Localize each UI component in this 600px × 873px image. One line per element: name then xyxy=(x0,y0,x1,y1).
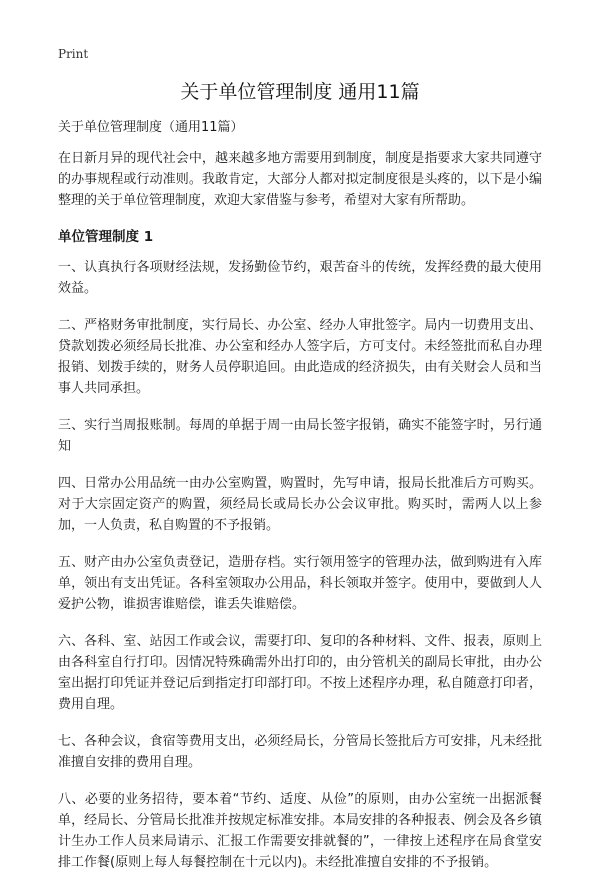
rule-item-5: 五、财产由办公室负责登记，造册存档。实行领用签字的管理办法，做到购进有入库单，领出有支出凭证。各科室领取办公用品，科长领取并签字。使用中，要做到人人爱护公物，谁损害谁赔偿，谁丢失谁赔偿。 xyxy=(58,555,542,612)
rule-item-2: 二、严格财务审批制度，实行局长、办公室、经办人审批签字。局内一切费用支出、贷款划拨必须经局长批准、办公室和经办人签字后，方可支付。未经签批而私自办理报销、划拨手续的，财务人员停职追回。由此造成的经济损失，由有关财会人员和当事人共同承担。 xyxy=(58,318,542,396)
rule-item-6: 六、各科、室、站因工作或会议，需要打印、复印的各种材料、文件、报表，原则上由各科室自行打印。因情况特殊确需外出打印的，由分管机关的副局长审批，由办公室出据打印凭证并登记后到指定打印部打印。不按上述程序办理，私自随意打印者，费用自理。 xyxy=(58,634,542,712)
document-subtitle: 关于单位管理制度（通用11篇） xyxy=(58,120,244,135)
rule-item-4: 四、日常办公用品统一由办公室购置，购置时，先写申请，报局长批准后方可购买。对于大宗固定资产的购置，须经局长或局长办公会议审批。购买时，需两人以上参加，一人负责，私自购置的不予报销。 xyxy=(58,476,542,533)
rule-item-1: 一、认真执行各项财经法规，发扬勤俭节约，艰苦奋斗的传统，发挥经费的最大使用效益。 xyxy=(58,260,542,296)
rule-item-8: 八、必要的业务招待，要本着“节约、适度、从俭”的原则，由办公室统一出据派餐单，经局长、分管局长批准并按规定标准安排。本局安排的各种报表、例会及各乡镇计生办工作人员来局请示、汇报工作需要安排就餐的”，一律按上述程序在局食堂安排工作餐(原则上每人每餐控制在十元以内)。未经批准擅自安排的不予报销。 xyxy=(58,792,542,870)
section-heading: 单位管理制度 1 xyxy=(58,229,154,245)
document-title: 关于单位管理制度 通用11篇 xyxy=(180,81,420,103)
rule-item-7: 七、各种会议，食宿等费用支出，必须经局长，分管局长签批后方可安排，凡未经批准擅自安排的费用自理。 xyxy=(58,734,542,770)
intro-paragraph: 在日新月异的现代社会中，越来越多地方需要用到制度，制度是指要求大家共同遵守的办事规程或行动准则。我敢肯定，大部分人都对拟定制度很是头疼的，以下是小编整理的关于单位管理制度，欢迎大家借鉴与参考，希望对大家有所帮助。 xyxy=(58,151,542,208)
print-link[interactable]: Print xyxy=(58,47,89,61)
rule-item-3: 三、实行当周报账制。每周的单据于周一由局长签字报销，确实不能签字时，另行通知 xyxy=(58,418,542,454)
document-body xyxy=(58,148,542,873)
